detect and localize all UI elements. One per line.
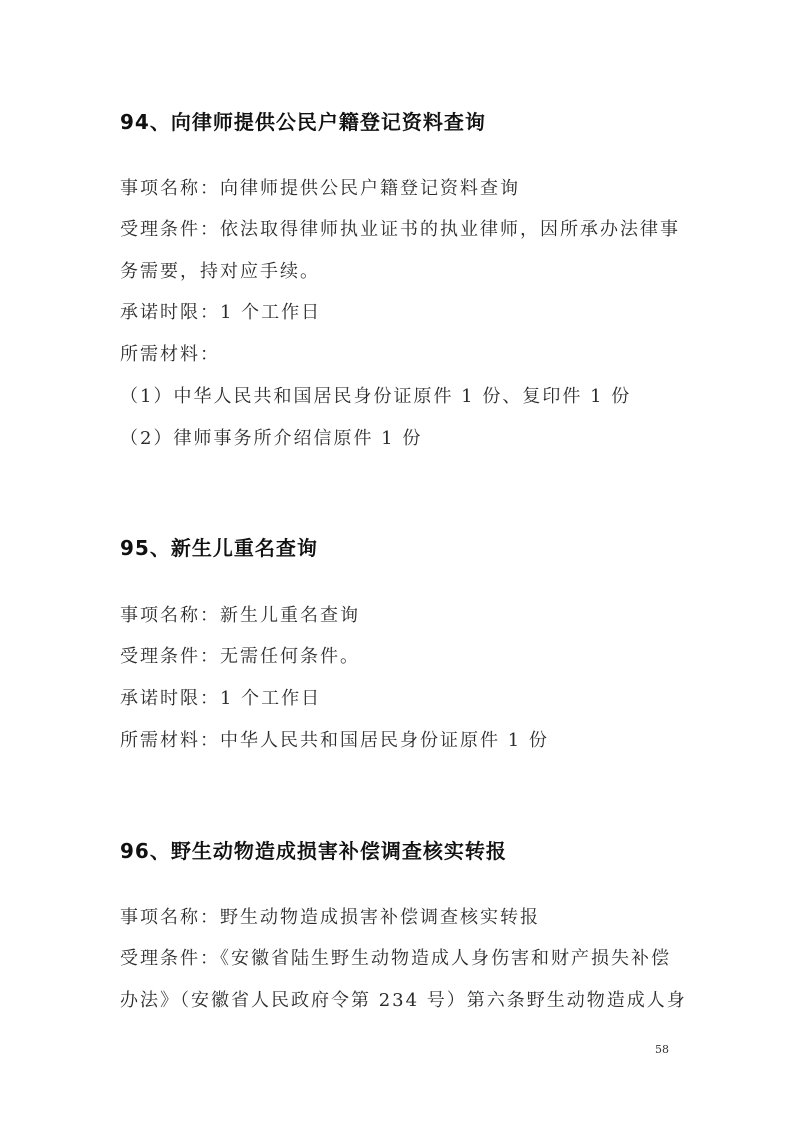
- section-heading-95: 95、新生儿重名查询: [120, 536, 318, 560]
- section-94-item-name: 事项名称：向律师提供公民户籍登记资料查询: [120, 178, 520, 199]
- section-94-material-2: （2）律师事务所介绍信原件 1 份: [120, 428, 423, 449]
- section-94-condition-line2: 务需要，持对应手续。: [120, 261, 320, 282]
- section-heading-94: 94、向律师提供公民户籍登记资料查询: [120, 110, 486, 134]
- section-96-item-name: 事项名称：野生动物造成损害补偿调查核实转报: [120, 907, 540, 928]
- section-95-condition: 受理条件：无需任何条件。: [120, 646, 360, 667]
- page-number: 58: [655, 1043, 669, 1056]
- section-94-material-1: （1）中华人民共和国居民身份证原件 1 份、复印件 1 份: [120, 386, 632, 407]
- section-95-materials: 所需材料：中华人民共和国居民身份证原件 1 份: [120, 730, 549, 751]
- section-95-item-name: 事项名称：新生儿重名查询: [120, 605, 360, 626]
- section-96-condition-line2: 办法》（安徽省人民政府令第 234 号）第六条野生动物造成人身: [120, 990, 687, 1011]
- section-94-materials-label: 所需材料：: [120, 344, 220, 365]
- section-96-condition-line1: 受理条件：《安徽省陆生野生动物造成人身伤害和财产损失补偿: [120, 948, 671, 969]
- section-95-time-limit: 承诺时限：1 个工作日: [120, 688, 322, 709]
- section-heading-96: 96、野生动物造成损害补偿调查核实转报: [120, 839, 507, 863]
- section-94-condition-line1: 受理条件：依法取得律师执业证书的执业律师，因所承办法律事: [120, 219, 680, 240]
- section-94-time-limit: 承诺时限：1 个工作日: [120, 302, 322, 323]
